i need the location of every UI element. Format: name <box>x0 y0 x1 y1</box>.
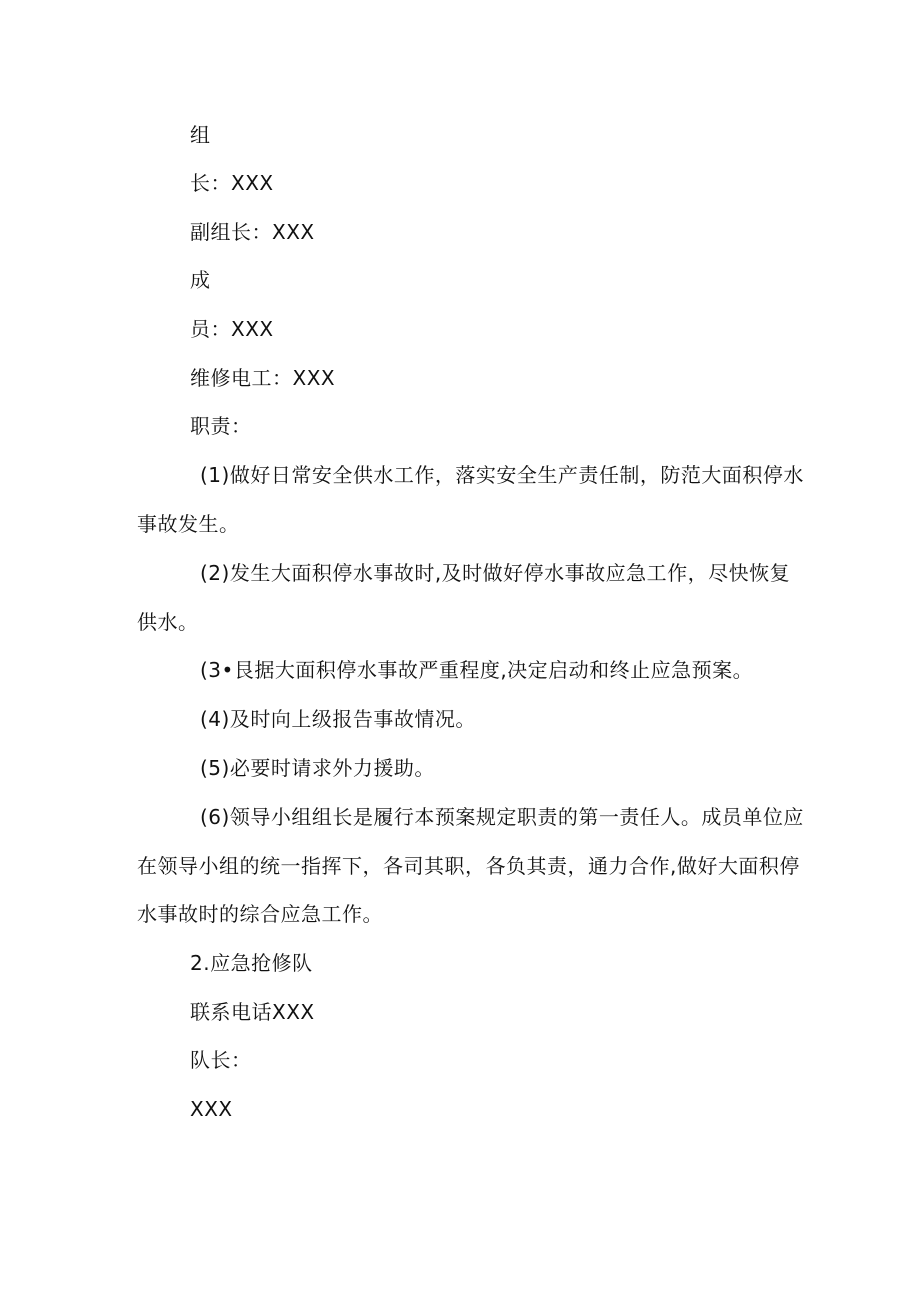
contact-phone-line: 联系电话XXX <box>190 1000 315 1024</box>
captain-name: XXX <box>190 1097 233 1121</box>
duty-6-line1: (6)领导小组组长是履行本预案规定职责的第一责任人。成员单位应 <box>200 805 804 829</box>
duty-2-line2: 供水。 <box>137 610 199 634</box>
electrician-line: 维修电工：XXX <box>190 366 336 390</box>
duties-heading: 职责： <box>190 414 252 438</box>
duty-6-line3: 水事故时的综合应急工作。 <box>137 902 383 926</box>
captain-label: 队长： <box>190 1048 252 1072</box>
section-2-heading: 2.应急抢修队 <box>190 951 313 975</box>
deputy-leader-line: 副组长：XXX <box>190 220 315 244</box>
duty-6-line2: 在领导小组的统一指挥下，各司其职，各负其责，通力合作,做好大面积停 <box>137 854 800 878</box>
member-line: 员：XXX <box>190 317 274 341</box>
duty-5: (5)必要时请求外力援助。 <box>200 756 435 780</box>
duty-1-line2: 事故发生。 <box>137 512 240 536</box>
leader-line: 长：XXX <box>190 171 274 195</box>
duty-1-line1: (1)做好日常安全供水工作，落实安全生产责任制，防范大面积停水 <box>200 463 804 487</box>
duty-4: (4)及时向上级报告事故情况。 <box>200 707 476 731</box>
duty-2-line1: (2)发生大面积停水事故时,及时做好停水事故应急工作，尽快恢复 <box>200 561 791 585</box>
duty-3: (3•艮据大面积停水事故严重程度,决定启动和终止应急预案。 <box>200 658 754 682</box>
leader-label-part1: 组 <box>190 123 211 147</box>
member-label-part1: 成 <box>190 268 211 292</box>
